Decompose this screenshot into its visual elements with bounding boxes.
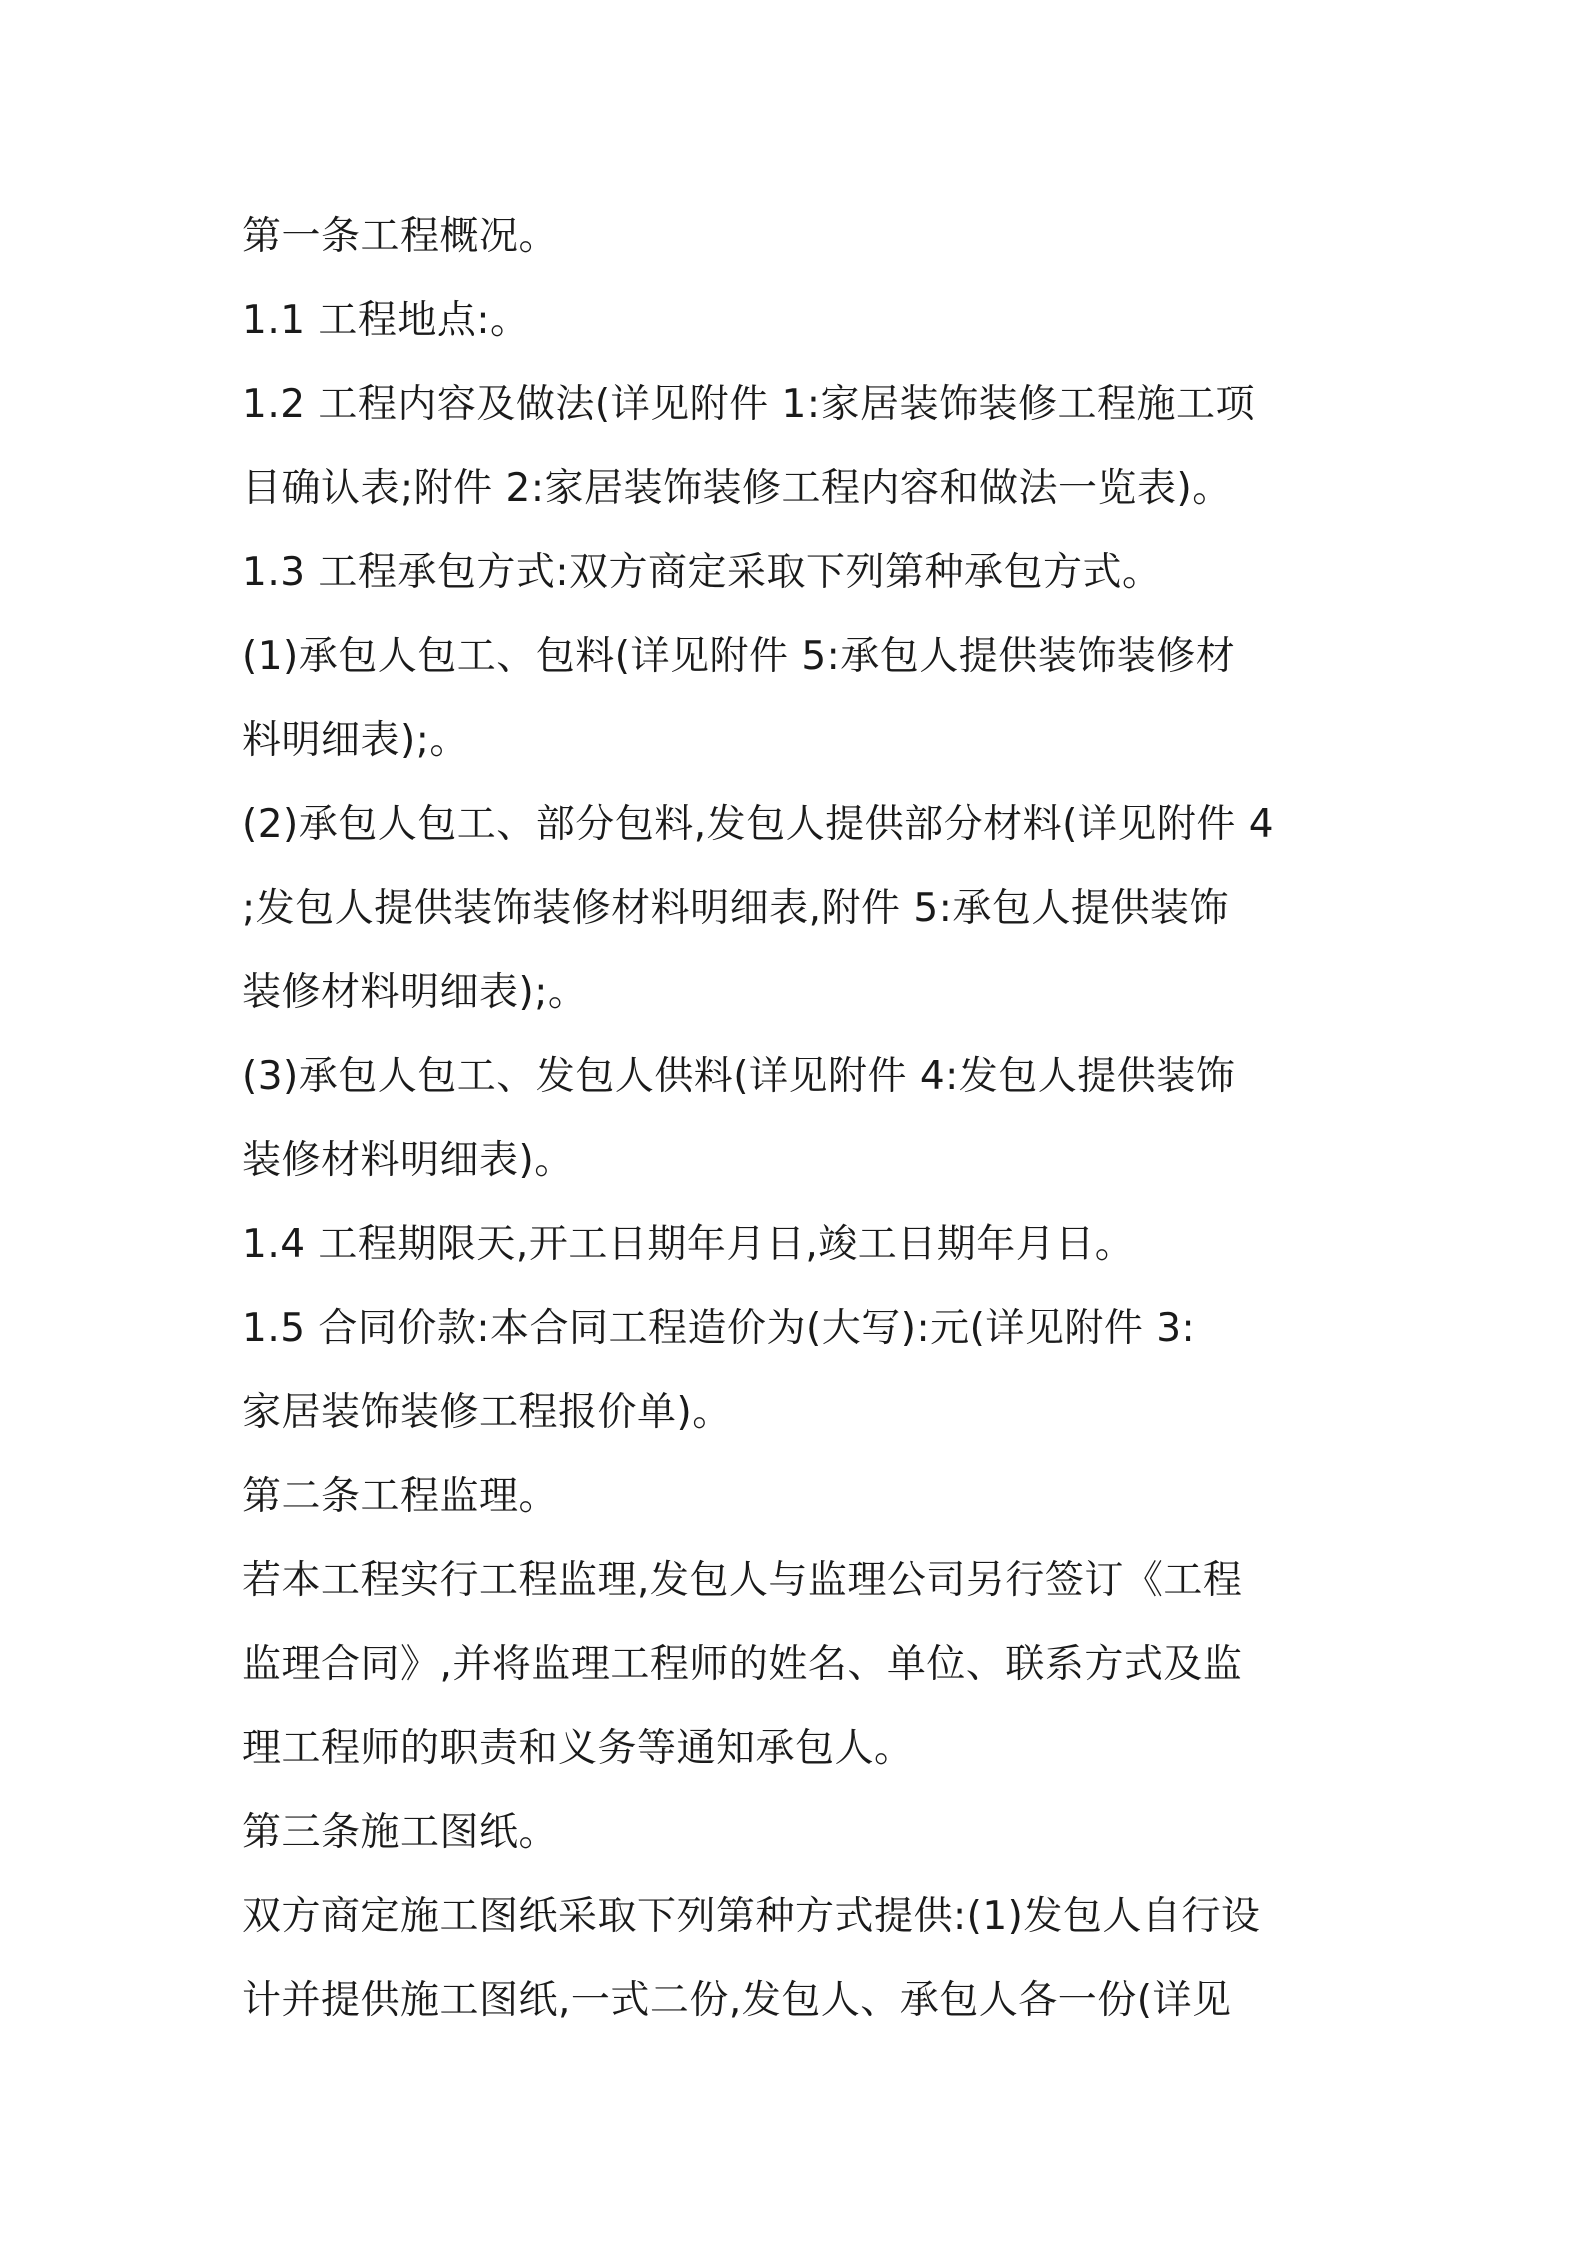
- option-2-line-3: 装修材料明细表);。: [242, 970, 588, 1015]
- article-1-heading: 第一条工程概况。: [242, 214, 559, 259]
- clause-1-1: 1.1 工程地点:。: [242, 298, 530, 343]
- option-3-line-1: (3)承包人包工、发包人供料(详见附件 4:发包人提供装饰: [242, 1054, 1236, 1099]
- option-1-line-2: 料明细表);。: [242, 718, 469, 763]
- clause-1-5-line-1: 1.5 合同价款:本合同工程造价为(大写):元(详见附件 3:: [242, 1306, 1196, 1351]
- article-3-heading: 第三条施工图纸。: [242, 1810, 559, 1855]
- clause-1-3: 1.3 工程承包方式:双方商定采取下列第种承包方式。: [242, 550, 1162, 595]
- article-2-body-line-2: 监理合同》,并将监理工程师的姓名、单位、联系方式及监: [242, 1642, 1243, 1687]
- clause-1-2-line-1: 1.2 工程内容及做法(详见附件 1:家居装饰装修工程施工项: [242, 382, 1255, 427]
- option-2-line-1: (2)承包人包工、部分包料,发包人提供部分材料(详见附件 4: [242, 802, 1275, 847]
- option-1-line-1: (1)承包人包工、包料(详见附件 5:承包人提供装饰装修材: [242, 634, 1236, 679]
- article-2-body-line-1: 若本工程实行工程监理,发包人与监理公司另行签订《工程: [242, 1558, 1243, 1603]
- option-3-line-2: 装修材料明细表)。: [242, 1138, 574, 1183]
- article-2-body-line-3: 理工程师的职责和义务等通知承包人。: [242, 1726, 914, 1771]
- document-body: [242, 195, 1372, 2043]
- article-3-body-line-1: 双方商定施工图纸采取下列第种方式提供:(1)发包人自行设: [242, 1894, 1261, 1939]
- clause-1-4: 1.4 工程期限天,开工日期年月日,竣工日期年月日。: [242, 1222, 1135, 1267]
- article-2-heading: 第二条工程监理。: [242, 1474, 559, 1519]
- clause-1-5-line-2: 家居装饰装修工程报价单)。: [242, 1390, 732, 1435]
- article-3-body-line-2: 计并提供施工图纸,一式二份,发包人、承包人各一份(详见: [242, 1978, 1232, 2023]
- clause-1-2-line-2: 目确认表;附件 2:家居装饰装修工程内容和做法一览表)。: [242, 466, 1232, 511]
- option-2-line-2: ;发包人提供装饰装修材料明细表,附件 5:承包人提供装饰: [242, 886, 1229, 931]
